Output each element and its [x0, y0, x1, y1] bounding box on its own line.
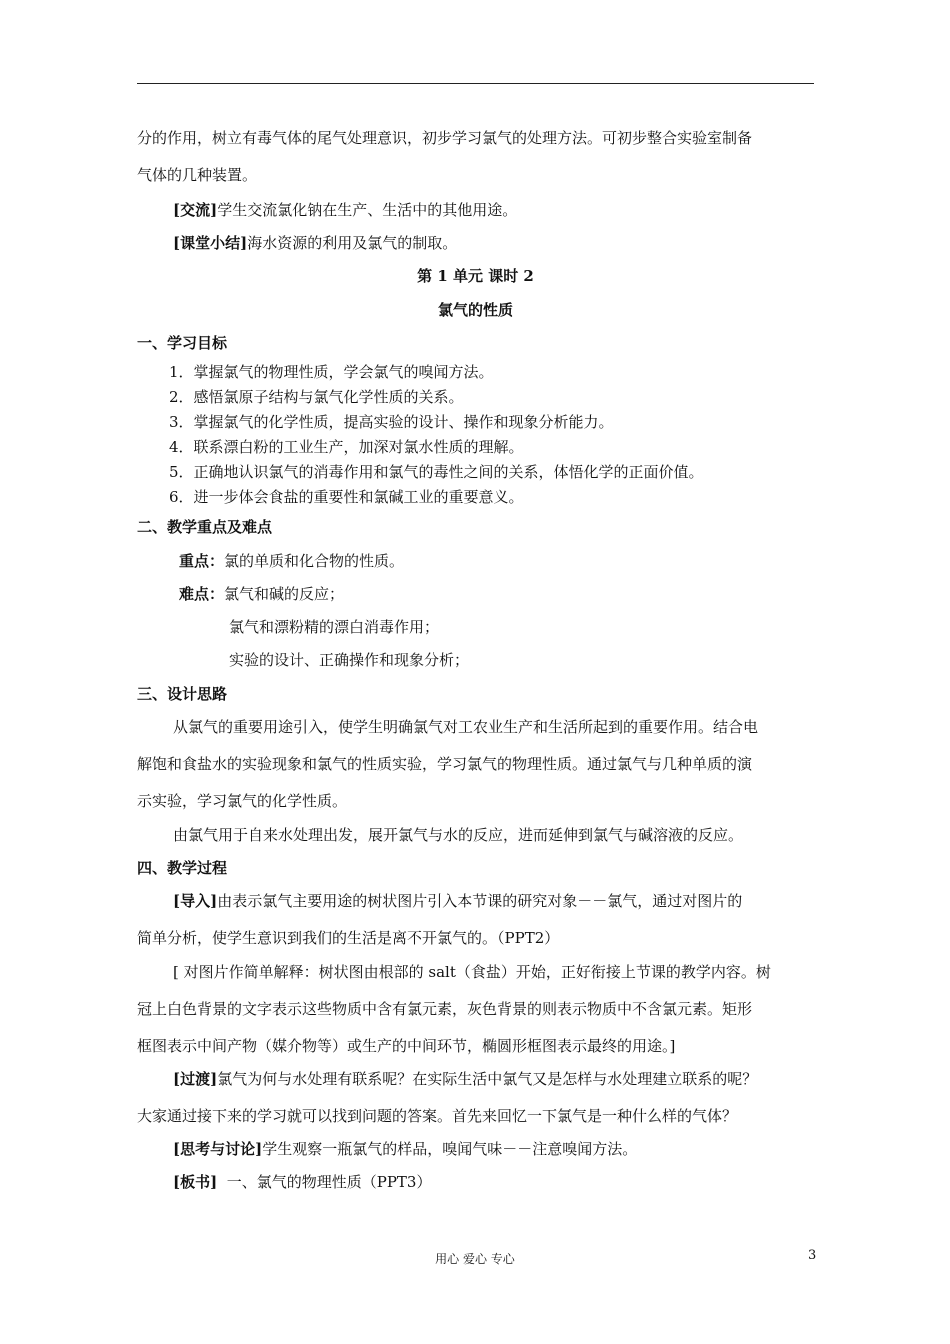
section-heading-keypoints: 二、教学重点及难点 [137, 518, 273, 536]
intro-line: 简单分析，使学生意识到我们的生活是离不开氯气的。（PPT2） [137, 929, 560, 947]
design-line: 示实验，学习氯气的化学性质。 [137, 792, 348, 810]
discussion-tag: [思考与讨论] [173, 1140, 263, 1158]
page-number: 3 [808, 1248, 817, 1263]
lesson-title: 氯气的性质 [437, 301, 513, 319]
objective-item: 2．感悟氯原子结构与氯气化学性质的关系。 [169, 388, 464, 406]
note-line: 框图表示中间产物（媒介物等）或生产的中间环节，椭圆形框图表示最终的用途。] [137, 1037, 676, 1055]
transition-paragraph [137, 1068, 850, 1089]
discussion-paragraph [137, 1138, 850, 1159]
intro-paragraph [137, 890, 850, 911]
objective-item: 5．正确地认识氯气的消毒作用和氯气的毒性之间的关系，体悟化学的正面价值。 [169, 463, 704, 481]
board-tag: [板书] [173, 1173, 218, 1191]
objective-item: 3．掌握氯气的化学性质，提高实验的设计、操作和现象分析能力。 [169, 413, 614, 431]
difficulty-item: 氯气和碱的反应； [224, 585, 345, 603]
board-text: 一、氯气的物理性质（PPT3） [217, 1173, 432, 1191]
key-point [137, 550, 856, 571]
section-heading-objectives: 一、学习目标 [137, 334, 228, 352]
paragraph-line: 分的作用，树立有毒气体的尾气处理意识，初步学习氯气的处理方法。可初步整合实验室制备 [137, 129, 753, 147]
exchange-paragraph [137, 199, 850, 220]
paragraph-line: 气体的几种装置。 [137, 166, 258, 184]
intro-tag: [导入] [173, 892, 218, 910]
difficulty-label: 难点： [179, 585, 225, 603]
transition-line: 大家通过接下来的学习就可以找到问题的答案。首先来回忆一下氯气是一种什么样的气体？ [137, 1107, 738, 1125]
summary-text: 海水资源的利用及氯气的制取。 [247, 234, 458, 252]
note-line: 冠上白色背景的文字表示这些物质中含有氯元素，灰色背景的则表示物质中不含氯元素。矩形 [137, 1000, 753, 1018]
header-rule [137, 83, 814, 84]
difficulty-point [137, 583, 856, 604]
transition-tag: [过渡] [173, 1070, 218, 1088]
unit-title: 第 1 单元 课时 2 [417, 267, 534, 285]
design-line: 解饱和食盐水的实验现象和氯气的性质实验，学习氯气的物理性质。通过氯气与几种单质的演 [137, 755, 753, 773]
key-text: 氯的单质和化合物的性质。 [224, 552, 405, 570]
objective-item: 1．掌握氯气的物理性质，学会氯气的嗅闻方法。 [169, 363, 494, 381]
summary-paragraph [137, 232, 850, 253]
note-line: [ 对图片作简单解释：树状图由根部的 salt（食盐）开始，正好衔接上节课的教学内容。树 [173, 963, 771, 981]
transition-text: 氯气为何与水处理有联系呢？在实际生活中氯气又是怎样与水处理建立联系的呢？ [217, 1070, 758, 1088]
design-line: 由氯气用于自来水处理出发，展开氯气与水的反应，进而延伸到氯气与碱溶液的反应。 [173, 826, 744, 844]
difficulty-item: 实验的设计、正确操作和现象分析； [229, 651, 470, 669]
exchange-text: 学生交流氯化钠在生产、生活中的其他用途。 [217, 201, 518, 219]
board-paragraph [137, 1171, 850, 1192]
objective-item: 4．联系漂白粉的工业生产，加深对氯水性质的理解。 [169, 438, 524, 456]
intro-text: 由表示氯气主要用途的树状图片引入本节课的研究对象－－氯气，通过对图片的 [217, 892, 743, 910]
objective-item: 6．进一步体会食盐的重要性和氯碱工业的重要意义。 [169, 488, 524, 506]
section-heading-process: 四、教学过程 [137, 859, 228, 877]
design-line: 从氯气的重要用途引入，使学生明确氯气对工农业生产和生活所起到的重要作用。结合电 [173, 718, 759, 736]
page-footer: 用心 爱心 专心 [435, 1252, 515, 1266]
exchange-tag: [交流] [173, 201, 218, 219]
key-label: 重点： [179, 552, 225, 570]
discussion-text: 学生观察一瓶氯气的样品，嗅闻气味－－注意嗅闻方法。 [262, 1140, 638, 1158]
difficulty-item: 氯气和漂粉精的漂白消毒作用； [229, 618, 440, 636]
section-heading-design: 三、设计思路 [137, 685, 228, 703]
summary-tag: [课堂小结] [173, 234, 248, 252]
